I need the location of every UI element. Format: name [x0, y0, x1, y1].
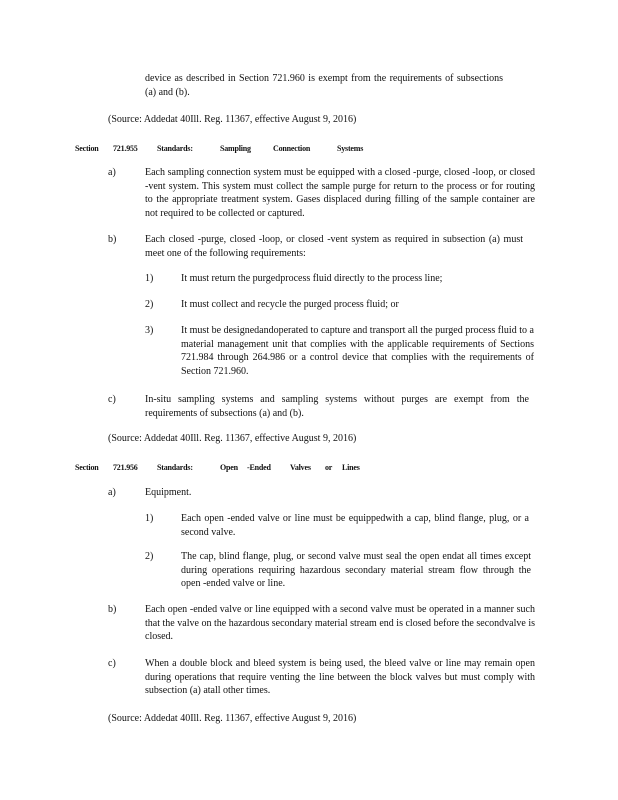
subitem-text: It must be designedandoperated to capture and transport all the purged process fluid to a material management unit that complies with the applicable requirements of Sections 721.984 through 264.986 or a control device that complies with the requirements of Section 721.960. [181, 325, 534, 377]
subitem-label: 2) [145, 299, 154, 310]
subitem-text: It must return the purgedprocess fluid directly to the process line; [181, 273, 443, 284]
section-title-word: Valves [290, 463, 311, 472]
item-text: Each open -ended valve or line equipped with a second valve must be operated in a manner such that the valve on the hazardous secondary material stream end is closed before the secondvalve is closed. [145, 604, 535, 642]
item-text: Each sampling connection system must be equipped with a closed -purge, closed -loop, or closed -vent system. This system must collect the sample purge for return to the process or for routing to the appropriate treatment system. Gases displaced during filling of the sample container are not required to be collected or captured. [145, 167, 535, 219]
source-note-3: (Source: Addedat 40Ill. Reg. 11367, effective August 9, 2016) [108, 713, 357, 724]
continuation-paragraph: device as described in Section 721.960 is exempt from the requirements of subsections (a) and (b). [145, 73, 503, 98]
section-standards: Standards: [157, 144, 193, 153]
section-title-word: Systems [337, 144, 364, 153]
item-text: Equipment. [145, 487, 192, 498]
subitem-label: 2) [145, 551, 154, 562]
item-label: a) [108, 167, 116, 178]
section-word: Section [75, 463, 99, 472]
item-label: a) [108, 487, 116, 498]
item-label: b) [108, 604, 117, 615]
section-title-word: Lines [342, 463, 360, 472]
source-note-1: (Source: Addedat 40Ill. Reg. 11367, effective August 9, 2016) [108, 114, 357, 125]
subitem-label: 1) [145, 273, 154, 284]
item-text: In-situ sampling systems and sampling systems without purges are exempt from the requirements of subsections (a) and (b). [145, 394, 529, 419]
item-label: c) [108, 658, 116, 669]
item-text: Each closed -purge, closed -loop, or closed -vent system as required in subsection (a) must meet one of the following requirements: [145, 234, 523, 259]
source-note-2: (Source: Addedat 40Ill. Reg. 11367, effective August 9, 2016) [108, 433, 357, 444]
section-title-word: -Ended [247, 463, 271, 472]
section-title-word: Sampling [220, 144, 251, 153]
section-word: Section [75, 144, 99, 153]
item-label: c) [108, 394, 116, 405]
subitem-text: The cap, blind flange, plug, or second valve must seal the open endat all times except during operations requiring hazardous secondary material stream flow through the open -ended valve or line. [181, 551, 531, 589]
section-standards: Standards: [157, 463, 193, 472]
subitem-text: Each open -ended valve or line must be equippedwith a cap, blind flange, plug, or a second valve. [181, 513, 529, 538]
subitem-label: 3) [145, 325, 154, 336]
section-title-word: or [325, 463, 333, 472]
section-number: 721.955 [113, 144, 138, 153]
subitem-text: It must collect and recycle the purged process fluid; or [181, 299, 399, 310]
section-number: 721.956 [113, 463, 138, 472]
section-title-word: Connection [273, 144, 311, 153]
subitem-label: 1) [145, 513, 154, 524]
item-label: b) [108, 234, 117, 245]
section-title-word: Open [220, 463, 238, 472]
item-text: When a double block and bleed system is being used, the bleed valve or line may remain open during operations that require venting the line between the block valves but must comply with subsection (a) atall other times. [145, 658, 535, 696]
